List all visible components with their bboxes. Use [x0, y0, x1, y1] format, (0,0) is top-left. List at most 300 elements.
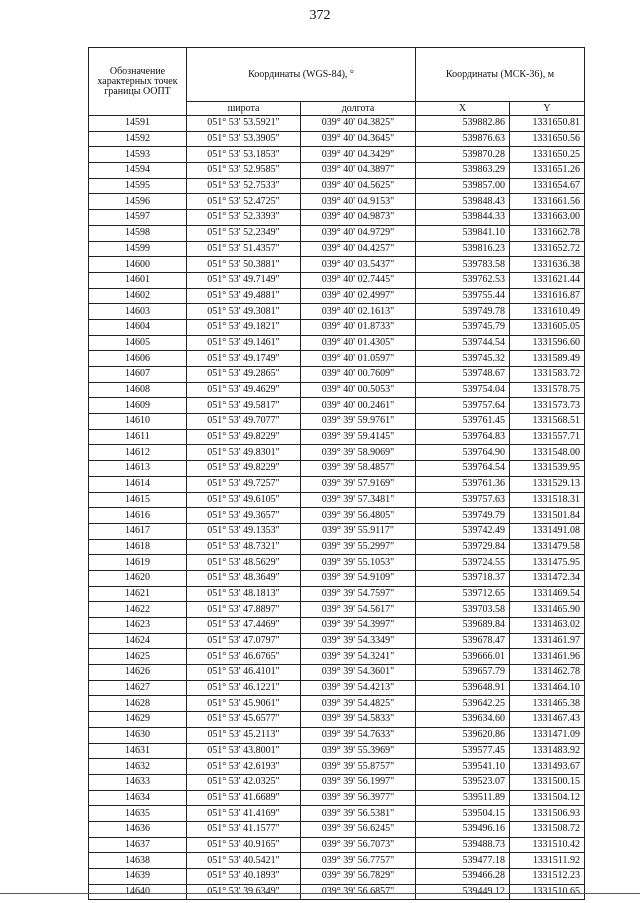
- table-row: [89, 665, 585, 681]
- y-coordinate-cell: 1331539.95: [510, 461, 585, 477]
- longitude-cell: 039° 40' 03.5437": [301, 257, 416, 273]
- point-id-cell: 14638: [89, 853, 187, 869]
- point-id-cell: 14609: [89, 398, 187, 414]
- latitude-cell: 051° 53' 41.1577": [187, 821, 301, 837]
- latitude-cell: 051° 53' 48.5629": [187, 555, 301, 571]
- x-coordinate-cell: 539689.84: [416, 618, 510, 634]
- longitude-cell: 039° 39' 59.4145": [301, 429, 416, 445]
- latitude-cell: 051° 53' 53.5921": [187, 116, 301, 132]
- x-coordinate-cell: 539703.58: [416, 602, 510, 618]
- point-id-cell: 14619: [89, 555, 187, 571]
- point-id-cell: 14624: [89, 633, 187, 649]
- y-coordinate-cell: 1331463.02: [510, 618, 585, 634]
- table-row: [89, 774, 585, 790]
- x-coordinate-cell: 539844.33: [416, 210, 510, 226]
- x-coordinate-cell: 539755.44: [416, 288, 510, 304]
- latitude-cell: 051° 53' 45.2113": [187, 727, 301, 743]
- latitude-cell: 051° 53' 43.8001": [187, 743, 301, 759]
- longitude-cell: 039° 39' 56.5381": [301, 806, 416, 822]
- page-number: 372: [309, 8, 331, 23]
- longitude-cell: 039° 39' 54.3997": [301, 618, 416, 634]
- y-coordinate-cell: 1331529.13: [510, 476, 585, 492]
- y-coordinate-cell: 1331479.58: [510, 539, 585, 555]
- table-row: [89, 633, 585, 649]
- x-coordinate-cell: 539666.01: [416, 649, 510, 665]
- longitude-cell: 039° 40' 04.3825": [301, 116, 416, 132]
- longitude-cell: 039° 39' 55.3969": [301, 743, 416, 759]
- table-row: [89, 586, 585, 602]
- table-row: [89, 821, 585, 837]
- y-coordinate-cell: 1331465.38: [510, 696, 585, 712]
- point-id-cell: 14593: [89, 147, 187, 163]
- x-coordinate-cell: 539511.89: [416, 790, 510, 806]
- subheader-longitude: долгота: [301, 102, 416, 116]
- y-coordinate-cell: 1331650.56: [510, 131, 585, 147]
- x-coordinate-cell: 539783.58: [416, 257, 510, 273]
- longitude-cell: 039° 39' 55.1053": [301, 555, 416, 571]
- longitude-cell: 039° 39' 59.9761": [301, 414, 416, 430]
- longitude-cell: 039° 39' 57.3481": [301, 492, 416, 508]
- y-coordinate-cell: 1331511.92: [510, 853, 585, 869]
- point-id-cell: 14633: [89, 774, 187, 790]
- longitude-cell: 039° 39' 56.7829": [301, 869, 416, 885]
- latitude-cell: 051° 53' 40.1893": [187, 869, 301, 885]
- table-row: [89, 853, 585, 869]
- x-coordinate-cell: 539848.43: [416, 194, 510, 210]
- longitude-cell: 039° 40' 02.7445": [301, 272, 416, 288]
- longitude-cell: 039° 40' 04.9729": [301, 225, 416, 241]
- point-id-cell: 14630: [89, 727, 187, 743]
- y-coordinate-cell: 1331462.78: [510, 665, 585, 681]
- table-row: [89, 225, 585, 241]
- table-row: [89, 445, 585, 461]
- table-row: [89, 476, 585, 492]
- header-msk36: Координаты (МСК-36), м: [416, 48, 585, 102]
- table-row: [89, 257, 585, 273]
- y-coordinate-cell: 1331661.56: [510, 194, 585, 210]
- latitude-cell: 051° 53' 53.1853": [187, 147, 301, 163]
- x-coordinate-cell: 539748.67: [416, 367, 510, 383]
- longitude-cell: 039° 40' 04.4257": [301, 241, 416, 257]
- table-row: [89, 461, 585, 477]
- point-id-cell: 14604: [89, 319, 187, 335]
- longitude-cell: 039° 39' 54.3349": [301, 633, 416, 649]
- point-id-cell: 14601: [89, 272, 187, 288]
- longitude-cell: 039° 39' 58.9069": [301, 445, 416, 461]
- latitude-cell: 051° 53' 40.9165": [187, 837, 301, 853]
- x-coordinate-cell: 539841.10: [416, 225, 510, 241]
- coordinates-table: [88, 47, 585, 900]
- point-id-cell: 14622: [89, 602, 187, 618]
- point-id-cell: 14603: [89, 304, 187, 320]
- point-id-cell: 14632: [89, 759, 187, 775]
- table-row: [89, 178, 585, 194]
- y-coordinate-cell: 1331461.96: [510, 649, 585, 665]
- latitude-cell: 051° 53' 52.7533": [187, 178, 301, 194]
- table-row: [89, 570, 585, 586]
- point-id-cell: 14620: [89, 570, 187, 586]
- point-id-cell: 14637: [89, 837, 187, 853]
- table-row: [89, 367, 585, 383]
- latitude-cell: 051° 53' 48.7321": [187, 539, 301, 555]
- y-coordinate-cell: 1331636.38: [510, 257, 585, 273]
- table-row: [89, 319, 585, 335]
- table-row: [89, 837, 585, 853]
- x-coordinate-cell: 539757.64: [416, 398, 510, 414]
- point-id-cell: 14627: [89, 680, 187, 696]
- y-coordinate-cell: 1331508.72: [510, 821, 585, 837]
- y-coordinate-cell: 1331464.10: [510, 680, 585, 696]
- point-id-cell: 14628: [89, 696, 187, 712]
- header-wgs84: Координаты (WGS-84), °: [187, 48, 416, 102]
- point-id-cell: 14618: [89, 539, 187, 555]
- x-coordinate-cell: 539870.28: [416, 147, 510, 163]
- latitude-cell: 051° 53' 53.3905": [187, 131, 301, 147]
- longitude-cell: 039° 40' 04.3645": [301, 131, 416, 147]
- y-coordinate-cell: 1331506.93: [510, 806, 585, 822]
- latitude-cell: 051° 53' 41.6689": [187, 790, 301, 806]
- x-coordinate-cell: 539764.90: [416, 445, 510, 461]
- longitude-cell: 039° 39' 55.9117": [301, 523, 416, 539]
- point-id-cell: 14639: [89, 869, 187, 885]
- x-coordinate-cell: 539724.55: [416, 555, 510, 571]
- point-id-cell: 14599: [89, 241, 187, 257]
- longitude-cell: 039° 39' 56.3977": [301, 790, 416, 806]
- subheader-y: Y: [510, 102, 585, 116]
- longitude-cell: 039° 39' 54.7633": [301, 727, 416, 743]
- y-coordinate-cell: 1331504.12: [510, 790, 585, 806]
- longitude-cell: 039° 39' 57.9169": [301, 476, 416, 492]
- point-id-cell: 14617: [89, 523, 187, 539]
- y-coordinate-cell: 1331512.23: [510, 869, 585, 885]
- table-row: [89, 602, 585, 618]
- x-coordinate-cell: 539742.49: [416, 523, 510, 539]
- table-row: [89, 288, 585, 304]
- table-row: [89, 727, 585, 743]
- latitude-cell: 051° 53' 52.2349": [187, 225, 301, 241]
- x-coordinate-cell: 539764.83: [416, 429, 510, 445]
- latitude-cell: 051° 53' 41.4169": [187, 806, 301, 822]
- table-row: [89, 555, 585, 571]
- x-coordinate-cell: 539648.91: [416, 680, 510, 696]
- table-row: [89, 163, 585, 179]
- longitude-cell: 039° 39' 54.4825": [301, 696, 416, 712]
- y-coordinate-cell: 1331548.00: [510, 445, 585, 461]
- x-coordinate-cell: 539762.53: [416, 272, 510, 288]
- x-coordinate-cell: 539863.29: [416, 163, 510, 179]
- table-row: [89, 523, 585, 539]
- x-coordinate-cell: 539642.25: [416, 696, 510, 712]
- latitude-cell: 051° 53' 49.8229": [187, 461, 301, 477]
- y-coordinate-cell: 1331461.97: [510, 633, 585, 649]
- x-coordinate-cell: 539745.32: [416, 351, 510, 367]
- latitude-cell: 051° 53' 49.4881": [187, 288, 301, 304]
- y-coordinate-cell: 1331510.42: [510, 837, 585, 853]
- y-coordinate-cell: 1331469.54: [510, 586, 585, 602]
- latitude-cell: 051° 53' 40.5421": [187, 853, 301, 869]
- latitude-cell: 051° 53' 46.6765": [187, 649, 301, 665]
- y-coordinate-cell: 1331621.44: [510, 272, 585, 288]
- longitude-cell: 039° 40' 02.1613": [301, 304, 416, 320]
- latitude-cell: 051° 53' 45.9061": [187, 696, 301, 712]
- latitude-cell: 051° 53' 42.0325": [187, 774, 301, 790]
- x-coordinate-cell: 539729.84: [416, 539, 510, 555]
- x-coordinate-cell: 539657.79: [416, 665, 510, 681]
- longitude-cell: 039° 40' 00.7609": [301, 367, 416, 383]
- table-body: [89, 116, 585, 900]
- latitude-cell: 051° 53' 49.1461": [187, 335, 301, 351]
- y-coordinate-cell: 1331589.49: [510, 351, 585, 367]
- point-id-cell: 14629: [89, 712, 187, 728]
- point-id-cell: 14606: [89, 351, 187, 367]
- x-coordinate-cell: 539754.04: [416, 382, 510, 398]
- x-coordinate-cell: 539620.86: [416, 727, 510, 743]
- x-coordinate-cell: 539744.54: [416, 335, 510, 351]
- y-coordinate-cell: 1331663.00: [510, 210, 585, 226]
- latitude-cell: 051° 53' 49.1821": [187, 319, 301, 335]
- y-coordinate-cell: 1331500.15: [510, 774, 585, 790]
- latitude-cell: 051° 53' 45.6577": [187, 712, 301, 728]
- x-coordinate-cell: 539678.47: [416, 633, 510, 649]
- table-row: [89, 131, 585, 147]
- y-coordinate-cell: 1331650.81: [510, 116, 585, 132]
- latitude-cell: 051° 53' 49.3657": [187, 508, 301, 524]
- point-id-cell: 14592: [89, 131, 187, 147]
- longitude-cell: 039° 39' 54.4213": [301, 680, 416, 696]
- y-coordinate-cell: 1331465.90: [510, 602, 585, 618]
- table-row: [89, 398, 585, 414]
- point-id-cell: 14631: [89, 743, 187, 759]
- table-row: [89, 759, 585, 775]
- y-coordinate-cell: 1331654.67: [510, 178, 585, 194]
- table-row: [89, 618, 585, 634]
- latitude-cell: 051° 53' 49.7077": [187, 414, 301, 430]
- y-coordinate-cell: 1331583.72: [510, 367, 585, 383]
- point-id-cell: 14613: [89, 461, 187, 477]
- point-id-cell: 14595: [89, 178, 187, 194]
- table-row: [89, 696, 585, 712]
- longitude-cell: 039° 39' 56.6245": [301, 821, 416, 837]
- table-row: [89, 147, 585, 163]
- longitude-cell: 039° 39' 55.2997": [301, 539, 416, 555]
- y-coordinate-cell: 1331510.65: [510, 884, 585, 900]
- latitude-cell: 051° 53' 46.4101": [187, 665, 301, 681]
- table-row: [89, 649, 585, 665]
- latitude-cell: 051° 53' 49.8301": [187, 445, 301, 461]
- point-id-cell: 14616: [89, 508, 187, 524]
- x-coordinate-cell: 539882.86: [416, 116, 510, 132]
- x-coordinate-cell: 539857.00: [416, 178, 510, 194]
- point-id-cell: 14591: [89, 116, 187, 132]
- x-coordinate-cell: 539523.07: [416, 774, 510, 790]
- bottom-divider: [0, 893, 640, 894]
- table-row: [89, 210, 585, 226]
- x-coordinate-cell: 539712.65: [416, 586, 510, 602]
- longitude-cell: 039° 39' 55.8757": [301, 759, 416, 775]
- table-row: [89, 869, 585, 885]
- subheader-latitude: широта: [187, 102, 301, 116]
- longitude-cell: 039° 40' 02.4997": [301, 288, 416, 304]
- point-id-cell: 14594: [89, 163, 187, 179]
- point-id-cell: 14600: [89, 257, 187, 273]
- table-row: [89, 194, 585, 210]
- point-id-cell: 14611: [89, 429, 187, 445]
- table-row: [89, 712, 585, 728]
- table-row: [89, 539, 585, 555]
- longitude-cell: 039° 40' 00.2461": [301, 398, 416, 414]
- point-id-cell: 14640: [89, 884, 187, 900]
- longitude-cell: 039° 40' 01.0597": [301, 351, 416, 367]
- y-coordinate-cell: 1331651.26: [510, 163, 585, 179]
- latitude-cell: 051° 53' 49.6105": [187, 492, 301, 508]
- y-coordinate-cell: 1331518.31: [510, 492, 585, 508]
- y-coordinate-cell: 1331557.71: [510, 429, 585, 445]
- latitude-cell: 051° 53' 52.4725": [187, 194, 301, 210]
- x-coordinate-cell: 539718.37: [416, 570, 510, 586]
- y-coordinate-cell: 1331652.72: [510, 241, 585, 257]
- table-row: [89, 806, 585, 822]
- table-row: [89, 743, 585, 759]
- x-coordinate-cell: 539745.79: [416, 319, 510, 335]
- longitude-cell: 039° 39' 54.3601": [301, 665, 416, 681]
- x-coordinate-cell: 539504.15: [416, 806, 510, 822]
- latitude-cell: 051° 53' 49.1749": [187, 351, 301, 367]
- longitude-cell: 039° 39' 54.5617": [301, 602, 416, 618]
- y-coordinate-cell: 1331475.95: [510, 555, 585, 571]
- longitude-cell: 039° 39' 54.9109": [301, 570, 416, 586]
- x-coordinate-cell: 539541.10: [416, 759, 510, 775]
- longitude-cell: 039° 39' 54.5833": [301, 712, 416, 728]
- y-coordinate-cell: 1331616.87: [510, 288, 585, 304]
- point-id-cell: 14612: [89, 445, 187, 461]
- latitude-cell: 051° 53' 52.9585": [187, 163, 301, 179]
- longitude-cell: 039° 40' 04.3897": [301, 163, 416, 179]
- y-coordinate-cell: 1331501.84: [510, 508, 585, 524]
- y-coordinate-cell: 1331662.78: [510, 225, 585, 241]
- table-row: [89, 790, 585, 806]
- table-row: [89, 304, 585, 320]
- longitude-cell: 039° 39' 54.7597": [301, 586, 416, 602]
- x-coordinate-cell: 539496.16: [416, 821, 510, 837]
- longitude-cell: 039° 39' 56.6857": [301, 884, 416, 900]
- latitude-cell: 051° 53' 48.3649": [187, 570, 301, 586]
- table-row: [89, 508, 585, 524]
- point-id-cell: 14615: [89, 492, 187, 508]
- x-coordinate-cell: 539764.54: [416, 461, 510, 477]
- longitude-cell: 039° 39' 58.4857": [301, 461, 416, 477]
- table-row: [89, 680, 585, 696]
- point-id-cell: 14602: [89, 288, 187, 304]
- point-id-cell: 14596: [89, 194, 187, 210]
- point-id-cell: 14610: [89, 414, 187, 430]
- y-coordinate-cell: 1331596.60: [510, 335, 585, 351]
- table-row: [89, 272, 585, 288]
- longitude-cell: 039° 40' 04.9153": [301, 194, 416, 210]
- point-id-cell: 14605: [89, 335, 187, 351]
- x-coordinate-cell: 539761.36: [416, 476, 510, 492]
- y-coordinate-cell: 1331605.05: [510, 319, 585, 335]
- point-id-cell: 14635: [89, 806, 187, 822]
- point-id-cell: 14623: [89, 618, 187, 634]
- longitude-cell: 039° 40' 01.4305": [301, 335, 416, 351]
- latitude-cell: 051° 53' 47.8897": [187, 602, 301, 618]
- y-coordinate-cell: 1331467.43: [510, 712, 585, 728]
- y-coordinate-cell: 1331568.51: [510, 414, 585, 430]
- longitude-cell: 039° 39' 56.4805": [301, 508, 416, 524]
- y-coordinate-cell: 1331491.08: [510, 523, 585, 539]
- longitude-cell: 039° 40' 04.3429": [301, 147, 416, 163]
- longitude-cell: 039° 40' 04.5625": [301, 178, 416, 194]
- latitude-cell: 051° 53' 47.0797": [187, 633, 301, 649]
- latitude-cell: 051° 53' 49.2865": [187, 367, 301, 383]
- latitude-cell: 051° 53' 52.3393": [187, 210, 301, 226]
- longitude-cell: 039° 40' 00.5053": [301, 382, 416, 398]
- longitude-cell: 039° 40' 04.9873": [301, 210, 416, 226]
- point-id-cell: 14634: [89, 790, 187, 806]
- x-coordinate-cell: 539757.63: [416, 492, 510, 508]
- x-coordinate-cell: 539488.73: [416, 837, 510, 853]
- x-coordinate-cell: 539449.12: [416, 884, 510, 900]
- latitude-cell: 051° 53' 49.7149": [187, 272, 301, 288]
- latitude-cell: 051° 53' 50.3881": [187, 257, 301, 273]
- table-row: [89, 351, 585, 367]
- x-coordinate-cell: 539577.45: [416, 743, 510, 759]
- longitude-cell: 039° 39' 56.7757": [301, 853, 416, 869]
- latitude-cell: 051° 53' 49.3081": [187, 304, 301, 320]
- latitude-cell: 051° 53' 39.6349": [187, 884, 301, 900]
- y-coordinate-cell: 1331483.92: [510, 743, 585, 759]
- longitude-cell: 039° 39' 56.7073": [301, 837, 416, 853]
- subheader-x: X: [416, 102, 510, 116]
- table-row: [89, 241, 585, 257]
- y-coordinate-cell: 1331493.67: [510, 759, 585, 775]
- latitude-cell: 051° 53' 42.6193": [187, 759, 301, 775]
- latitude-cell: 051° 53' 51.4357": [187, 241, 301, 257]
- x-coordinate-cell: 539477.18: [416, 853, 510, 869]
- y-coordinate-cell: 1331573.73: [510, 398, 585, 414]
- point-id-cell: 14625: [89, 649, 187, 665]
- point-id-cell: 14626: [89, 665, 187, 681]
- x-coordinate-cell: 539466.28: [416, 869, 510, 885]
- y-coordinate-cell: 1331472.34: [510, 570, 585, 586]
- point-id-cell: 14598: [89, 225, 187, 241]
- y-coordinate-cell: 1331610.49: [510, 304, 585, 320]
- table-row: [89, 335, 585, 351]
- x-coordinate-cell: 539634.60: [416, 712, 510, 728]
- latitude-cell: 051° 53' 49.1353": [187, 523, 301, 539]
- point-id-cell: 14621: [89, 586, 187, 602]
- latitude-cell: 051° 53' 49.7257": [187, 476, 301, 492]
- latitude-cell: 051° 53' 49.5817": [187, 398, 301, 414]
- table-row: [89, 492, 585, 508]
- table-row: [89, 116, 585, 132]
- table-row: [89, 382, 585, 398]
- longitude-cell: 039° 39' 54.3241": [301, 649, 416, 665]
- longitude-cell: 039° 39' 56.1997": [301, 774, 416, 790]
- point-id-cell: 14614: [89, 476, 187, 492]
- x-coordinate-cell: 539761.45: [416, 414, 510, 430]
- table-row: [89, 414, 585, 430]
- x-coordinate-cell: 539876.63: [416, 131, 510, 147]
- latitude-cell: 051° 53' 48.1813": [187, 586, 301, 602]
- latitude-cell: 051° 53' 49.8229": [187, 429, 301, 445]
- latitude-cell: 051° 53' 49.4629": [187, 382, 301, 398]
- latitude-cell: 051° 53' 46.1221": [187, 680, 301, 696]
- point-id-cell: 14636: [89, 821, 187, 837]
- point-id-cell: 14608: [89, 382, 187, 398]
- x-coordinate-cell: 539816.23: [416, 241, 510, 257]
- table-row: [89, 429, 585, 445]
